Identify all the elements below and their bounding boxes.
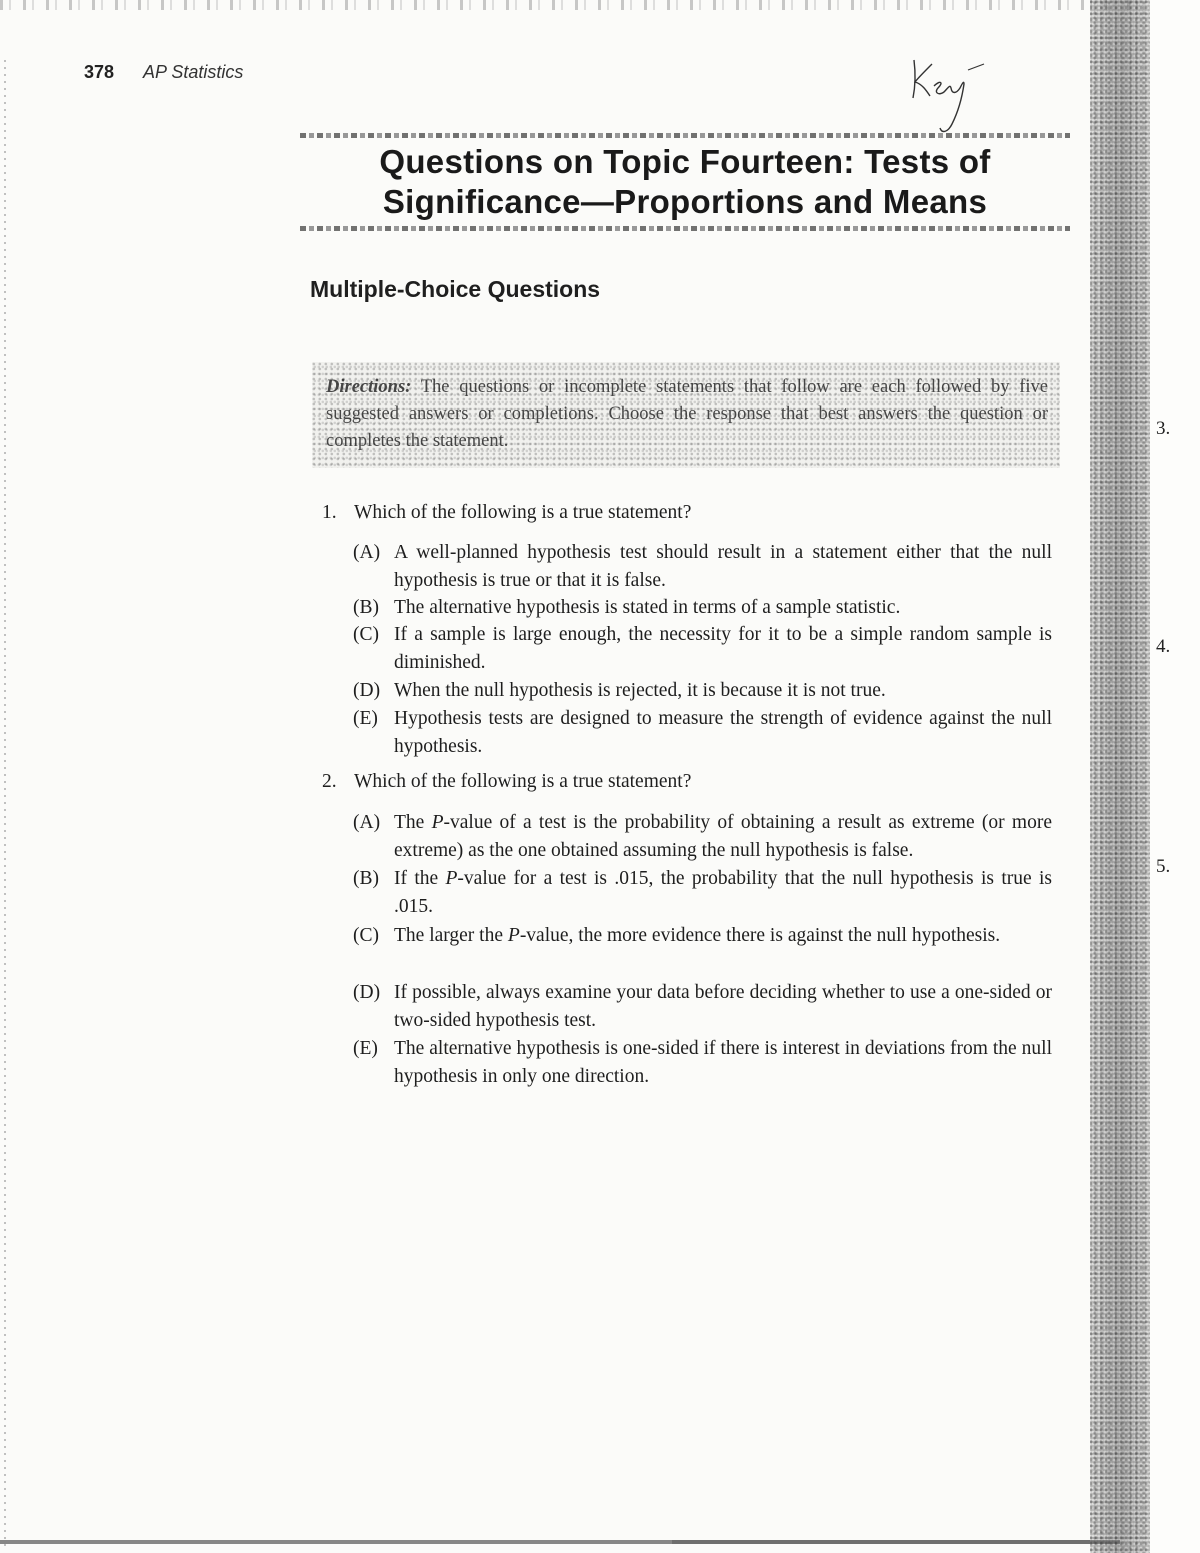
choice-letter: (A) (353, 542, 381, 563)
scan-edge-top (0, 0, 1200, 10)
choice-text: A well-planned hypothesis test should result in a statement either that the null hypothesis is true or that it is false. (394, 542, 1052, 591)
book-gutter-shadow (1090, 0, 1150, 1553)
choice-letter: (D) (353, 982, 381, 1003)
choice-text-rest: -value of a test is the probability of obtaining a result as extreme (or more extreme) as the one obtained assuming the null hypothesis is false. (394, 812, 1052, 861)
choice-text-pre: The larger the (394, 925, 508, 946)
choice-text: When the null hypothesis is rejected, it is because it is not true. (394, 680, 886, 701)
choice-text: If a sample is large enough, the necessity for it to be a simple random sample is diminished. (394, 624, 1052, 673)
facing-question-number: 5. (1156, 856, 1171, 877)
facing-question-number: 4. (1156, 636, 1171, 657)
choice-text: The alternative hypothesis is stated in terms of a sample statistic. (394, 597, 901, 618)
question-stem: Which of the following is a true statement? (354, 502, 692, 523)
title-rule-top (300, 133, 1070, 138)
choice-letter: (A) (353, 812, 381, 833)
directions-body: The questions or incomplete statements that follow are each followed by five suggested answers or completions. Choose the response that best answers the question or completes the statement. (326, 377, 1048, 451)
choice-letter: (B) (353, 868, 379, 889)
title-rule-bottom (300, 226, 1070, 231)
question-number: 1. (322, 502, 337, 523)
choice-text (394, 865, 1052, 920)
choice-text-rest: -value, the more evidence there is against the null hypothesis. (519, 925, 1001, 946)
choice-letter: (E) (353, 708, 378, 729)
choice-text: The alternative hypothesis is one-sided if there is interest in deviations from the null hypothesis in only one direction. (394, 1038, 1052, 1087)
choice-text-pre: The (394, 812, 432, 833)
chapter-title-line-2: Significance—Proportions and Means (382, 183, 988, 220)
running-head: AP Statistics (143, 62, 244, 82)
p-value-symbol: P (507, 925, 520, 946)
choice-letter: (C) (353, 925, 379, 946)
scan-edge-left (4, 60, 6, 1550)
p-value-symbol: P (431, 812, 444, 833)
choice-text: If possible, always examine your data before deciding whether to use a one-sided or two-sided hypothesis test. (394, 982, 1052, 1031)
chapter-title-line-1: Questions on Topic Fourteen: Tests of (379, 143, 991, 180)
choice-letter: (D) (353, 680, 381, 701)
page-number: 378 (84, 62, 115, 82)
choice-text-rest: -value for a test is .015, the probability that the null hypothesis is true is .015. (394, 868, 1052, 917)
scan-edge-bottom (0, 1540, 1120, 1544)
directions-text (326, 374, 1048, 455)
facing-page-edge (1150, 0, 1200, 1553)
p-value-symbol: P (445, 868, 458, 889)
facing-question-number: 3. (1156, 418, 1171, 439)
directions-label: Directions: (326, 377, 412, 397)
handwritten-key-annotation (898, 50, 998, 140)
choice-text (394, 809, 1052, 864)
choice-letter: (B) (353, 597, 379, 618)
choice-letter: (E) (353, 1038, 378, 1059)
question-number: 2. (322, 771, 337, 792)
section-heading: Multiple-Choice Questions (310, 276, 601, 302)
choice-letter: (C) (353, 624, 379, 645)
choice-text (394, 922, 1052, 950)
choice-text-pre: If the (394, 868, 446, 889)
question-stem: Which of the following is a true statement? (354, 771, 692, 792)
choice-text: Hypothesis tests are designed to measure the strength of evidence against the null hypothesis. (394, 708, 1052, 757)
